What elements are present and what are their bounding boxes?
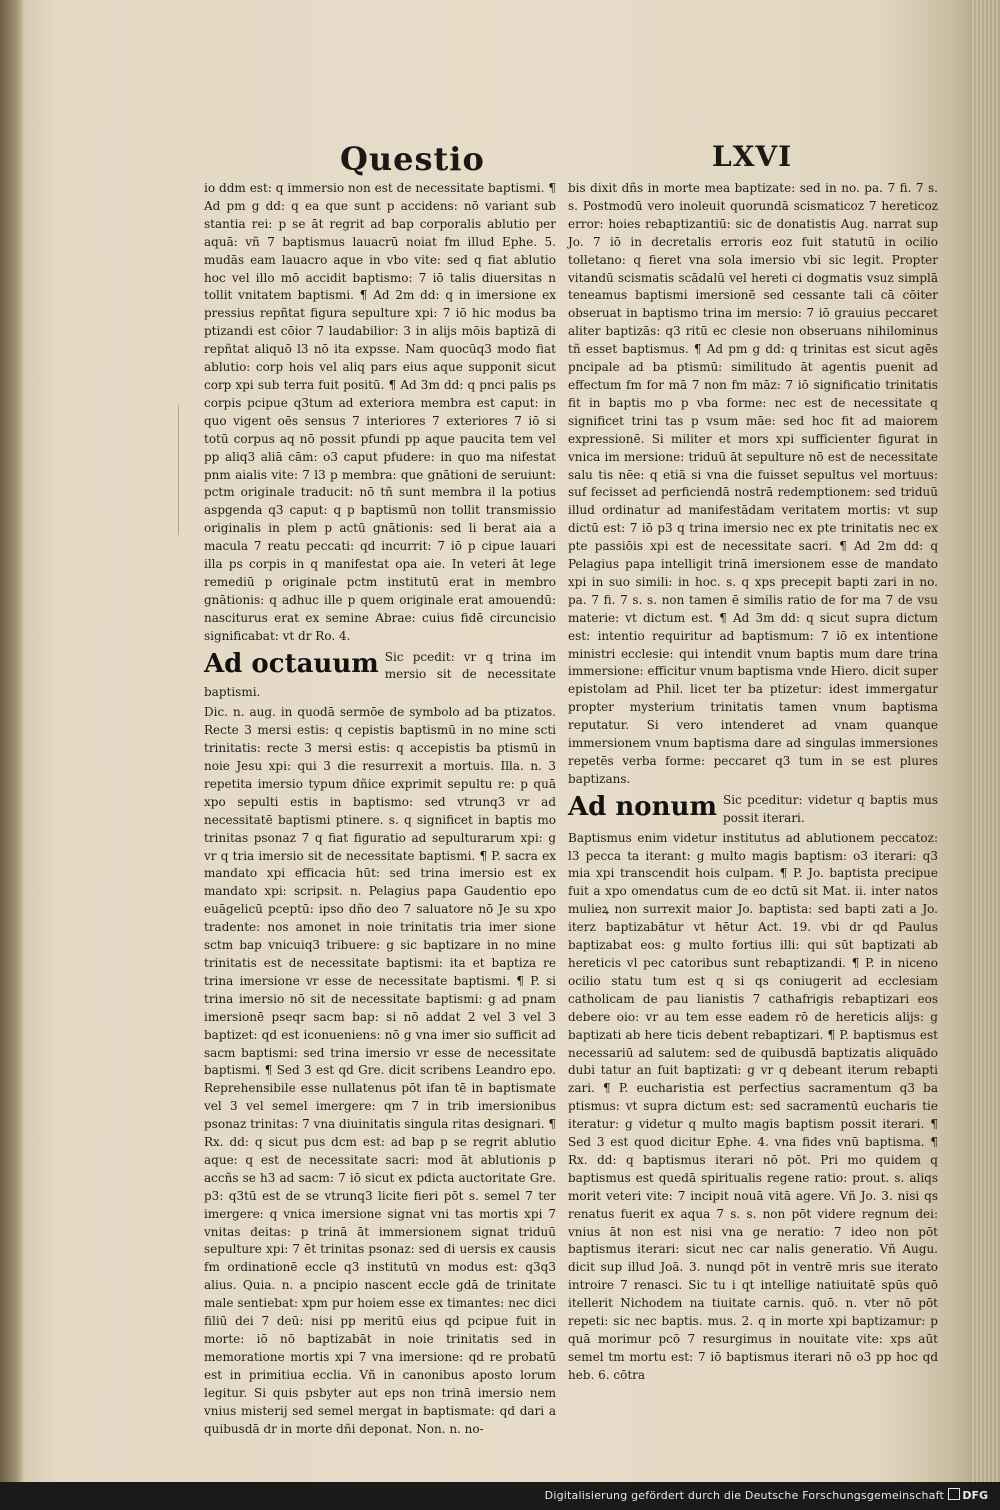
binding-shadow [0, 0, 24, 1482]
paragraph: bis dixit dñs in morte mea baptizate: sed in no. pa. 7 fi. 7 s. s. Postmodū vero inoleuit quorundā scismaticoz 7 hereticoz error: hoies rebaptizantiū: sic de donatistis Aug. narrat sup Jo. 7 iō in decretalis erroris eoz fuit statutū in ocilio tolletano: q fieret vna sola imersio vbi sic legit. Propter vitandū scismatis scādalū vel hereti ci dogmatis vsuz simplā teneamus baptismi imersionē sed cessante tali cā cōiter obseruat in baptismo trina im mersio: 7 iō grauius peccaret aliter baptizās: q3 ritū ec clesie non obseruans nihilominus tñ esset baptismus. ¶ Ad pm g dd: q trinitas est sicut agēs pncipale ad ba ptismū: similitudo āt agentis puenit ad effectum fm for mā 7 non fm māz: 7 iō significatio trinitatis fit in baptis mo p vba forme: nec est de necessitate q significet trini tas p vsum māe: sed hoc fit ad maiorem expressionē. Si militer et mors xpi sufficienter figurat in vnica im mersione: triduū āt sepulture nō est de necessitate salu tis nēe: q etiā si vna die fuisset sepultus vel mortuus: suf fecisset ad perficiendā nostrā redemptionem: sed triduū illud ordinatur ad manifestādam veritatem mortis: vt sup dictū est: 7 iō p3 q trina imersio nec ex pte trinitatis nec ex pte passiōis xpi est de necessitate sacri. ¶ Ad 2m dd: q Pelagius papa intelligit trinā imersionem esse de mandato xpi in suo simili: in hoc. s. q xps precepit bapti zari in no. pa. 7 fi. 7 s. s. non tamen ē similis ratio de for ma 7 de vsu materie: vt dictum est. ¶ Ad 3m dd: q sicut supra dictum est: intentio requiritur ad baptismum: 7 iō ex intentione ministri ecclesie: qui intendit vnum baptis mum dare trina immersione: efficitur vnum baptisma vnde Hiero. dicit super epistolam ad Phil. licet ter ba ptizetur: idest immergatur propter mysterium trinitatis tamen vnum baptisma reputatur. Si vero intenderet ad vnam quanque immersionem vnum baptisma dare ad singulas immersiones repetēs verba forme: peccaret q3 tum in se est plures baptizans. [568, 181, 938, 786]
running-head-right: LXVI [712, 140, 793, 173]
paragraph: Dic. n. aug. in quodā sermōe de symbolo ad ba ptizatos. Recte 3 mersi estis: q cepistis baptismū in no mine scti trinitatis: recte 3 mersi estis: q accepistis ba ptismū in noie Jesu xpi: qui 3 die resurrexit a mortuis. Illa. n. 3 repetita imersio typum dñice exprimit sepultu re: p quā xpo sepulti estis in baptismo: sed vtrunq3 vr ad necessitatē baptismi ptinere. s. q significet in baptis mo trinitas psonaz 7 q fiat figuratio ad sepulturarum xpi: g vr q tria imersio sit de necessitate baptismi. ¶ P. sacra ex mandato xpi efficacia hūt: sed trina imersio est ex mandato xpi: scripsit. n. Pelagius papa Gaudentio epo euāgelicū pceptū: ipso dño deo 7 saluatore nō Je su xpo tradente: nos amonet in noie trinitatis tria imer sione sctm bap vnicuiq3 tribuere: g sic baptizare in no mine trinitatis est de necessitate baptismi: ita et baptiza re trina imersione vr esse de necessitate baptismi. ¶ P. si trina imersio nō sit de necessitate baptismi: g ad pnam imersionē pseqr sacm bap: si nō addat 2 vel 3 vel 3 baptizet: qd est iconueniens: nō g vna imer sio sufficit ad sacm baptismi: sed trina imersio vr esse de necessitate baptismi. ¶ Sed 3 est qd Gre. dicit scribens Leandro epo. Reprehensibile esse nullatenus pōt ifan tē in baptismate vel 3 vel semel imergere: qm 7 in trib imersionibus psonaz trinitas: 7 vna diuinitatis singula ritas designari. ¶ Rx. dd: q sicut pus dcm est: ad bap p se regrit ablutio aque: q est de necessitate sacri: mod āt ablutionis p accñs se h3 ad sacm: 7 iō sicut ex pdicta auctoritate Gre. p3: q3tū est de se vtrunq3 licite fieri pōt s. semel 7 ter imergere: q vnica imersione signat vni tas mortis xpi 7 vnitas deitas: p trinā āt immersionem signat triduū sepulture xpi: 7 ēt trinitas psonaz: sed di uersis ex causis fm ordinationē eccle q3 institutū vn modus est: q3q3 alius. Quia. n. a pncipio nascent eccle gdā de trinitate male sentiebat: xpm pur hoiem esse ex timantes: nec dici filiū dei 7 deū: nisi pp meritū eius qd pcipue fuit in morte: iō nō baptizabāt in noie trinitatis sed in memoratione mortis xpi 7 vna imersione: qd re probatū est in primitiua ecclia. Vñ in canonibus aposto lorum legitur. Si quis psbyter aut eps non trinā imersio nem vnius misterij sed semel mergat in baptismate: qd dari a quibusdā dr in morte dñi deponat. Non. n. no- [204, 705, 556, 1436]
section-title: Ad octauum [204, 648, 379, 679]
footer-bar [0, 1482, 1000, 1510]
dfg-logo [948, 1488, 988, 1502]
page-edges [970, 0, 1000, 1482]
running-head-left: Questio [340, 140, 485, 178]
section-lead: Sic pcedit: vr q trina im mersio sit de necessitate baptismi. [204, 649, 556, 700]
right-column [568, 180, 938, 1385]
section-title: Ad nonum [568, 791, 717, 822]
dfg-logo-text: DFG [962, 1489, 988, 1502]
paragraph: io ddm est: q immersio non est de necessitate baptismi. ¶ Ad pm g dd: q ea que sunt p accidens: nō variant sub stantia rei: p se āt regrit ad bap corporalis ablutio per aquā: vñ 7 baptismus lauacrū noiat fm illud Ephe. 5. mudās eam lauacro aque in vbo vite: sed q fiat ablutio hoc vel illo mō accidit baptismo: 7 iō talis diuersitas n tollit vnitatem baptismi. ¶ Ad 2m dd: q in imersione ex pressius repñtat figura sepulture xpi: 7 iō hic modus ba ptizandi est cōior 7 laudabilior: 3 in alijs mōis baptizā di repñtat aliquō l3 nō ita expsse. Nam quocūq3 modo fiat ablutio: corp hois vel aliq pars eius aque supponit sicut corp xpi sub terra fuit positū. ¶ Ad 3m dd: q pnci palis ps corpis pcipue q3tum ad exteriora membra est caput: in quo vigent oēs sensus 7 interiores 7 exteriores 7 iō si totū corpus aq nō possit pfundi pp aque paucita tem vel pp aliq3 aliā cām: o3 caput pfudere: in quo ma nifestat pnm aialis vite: 7 l3 p membra: que gnātioni de seruiunt: pctm originale traducit: nō tñ sunt membra il la potius aspgenda q3 caput: q p baptismū non tollit transmissio originalis in plem p actū gnātionis: sed li berat aia a macula 7 reatu peccati: qd incurrit: 7 iō p cipue lauari illa ps corpis in q manifestat opa aie. In veteri āt lege remediū p originale pctm institutū erat in membro gnātionis: q adhuc ille p quem originale erat amouendū: nasciturus erat ex semine Abrae: cuius fidē circuncisio significabat: vt dr Ro. 4. [204, 181, 556, 643]
dfg-logo-icon [948, 1488, 960, 1500]
margin-mark [178, 405, 187, 535]
section-heading-nonum [568, 792, 938, 828]
section-heading-octauum [204, 649, 556, 703]
footer-credit: Digitalisierung gefördert durch die Deutsche Forschungsgemeinschaft [544, 1489, 944, 1502]
paragraph: Baptismus enim videtur institutus ad ablutionem peccatoz: l3 pecca ta iterant: g multo magis baptism: o3 iterari: q3 mia xpi transcendit hois culpam. ¶ P. Jo. baptista precipue fuit a xpo omendatus cum de eo dctū sit Mat. ii. inter natos mulieꝝ non surrexit maior Jo. baptista: sed bapti zati a Jo. iterz baptizabātur vt hētur Act. 19. vbi dr qd Paulus baptizabat eos: g multo fortius illi: qui sūt baptizati ab hereticis vl pec catoribus sunt rebaptizandi. ¶ P. in niceno ocilio statu tum est q si qs coniugerit ad ecclesiam catholicam de pau lianistis 7 cathafrigis rebaptizari eos debere oio: vr au tem esse eadem rō de hereticis alijs: g baptizati ab here ticis debent rebaptizari. ¶ P. baptismus est necessariū ad salutem: sed de quibusdā baptizatis aliquādo dubi tatur an fuit baptizati: g vr q debeant iterum rebapti zari. ¶ P. eucharistia est perfectius sacramentum q3 ba ptismus: vt supra dictum est: sed sacramentū eucharis tie iteratur: g videtur q multo magis baptism possit iterari. ¶ Sed 3 est quod dicitur Ephe. 4. vna fides vnū baptisma. ¶ Rx. dd: q baptismus iterari nō pōt. Pri mo quidem q baptismus est quedā spiritualis regene ratio: prout. s. aliqs morit veteri vite: 7 incipit nouā vitā agere. Vñ Jo. 3. nisi qs renatus fuerit ex aqua 7 s. s. non pōt videre regnum dei: vnius āt non est nisi vna ge neratio: 7 ideo non pōt baptismus iterari: sicut nec car nalis generatio. Vñ Augu. dicit sup illud Joā. 3. nunqd pōt in ventrē mris sue iterato introire 7 renasci. Sic tu i qt intellige natiuitatē spūs quō itellerit Nichodem na tiuitate carnis. quō. n. vter nō pōt repeti: sic nec baptis. mus. 2. q in morte xpi baptizamur: p quā morimur pcō 7 resurgimus in nouitate vite: xps aūt semel tm mortu est: 7 iō baptismus iterari nō o3 pp hoc qd heb. 6. cōtra [568, 830, 938, 1382]
left-column [204, 180, 556, 1438]
section-lead: Sic pceditur: videtur q baptis mus possit iterari. [722, 792, 938, 825]
